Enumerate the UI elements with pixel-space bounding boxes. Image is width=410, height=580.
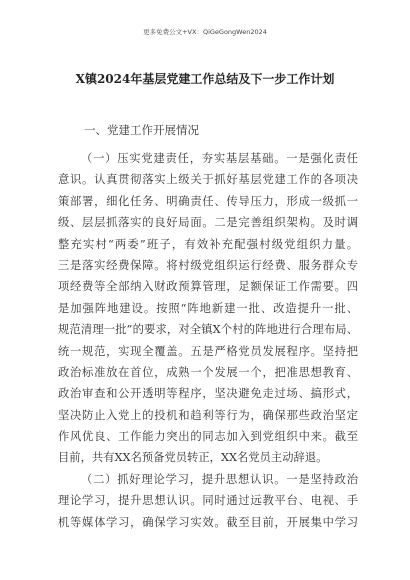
paragraph-line: 坚决防止入党上的投机和趋利等行为，确保那些政治坚定 bbox=[58, 408, 358, 422]
paragraph-line: 是加强阵地建设。按照“阵地新建一批、改造提升一批、 bbox=[58, 301, 358, 315]
paragraph-line: 理论学习，提升思想认识。同时通过远教平台、电视、手 bbox=[58, 494, 358, 508]
paragraph-line: 策部署，细化任务、明确责任、传导压力，形成一级抓一 bbox=[58, 194, 358, 208]
paragraph-line: 政治标准放在首位，成熟一个发展一个，把准思想教育、 bbox=[58, 365, 358, 379]
paragraph-line: 意识。认真贯彻落实上级关于抓好基层党建工作的各项决 bbox=[58, 173, 358, 187]
paragraph-line: 目前，共有XX名预备党员转正，XX名党员主动辞退。 bbox=[58, 451, 328, 465]
paragraph-line: （一）压实党建责任，夯实基层基础。一是强化责任 bbox=[81, 152, 358, 165]
paragraph-line: 机等媒体学习，确保学习实效。截至目前，开展集中学习 bbox=[58, 515, 358, 529]
paragraph-line: 三是落实经费保障。将村级党组织运行经费、服务群众专 bbox=[58, 258, 358, 272]
paragraph-line: 级、层层抓落实的良好局面。二是完善组织架构。及时调 bbox=[58, 216, 358, 230]
paragraph-line: 政治审查和公开透明等程序，坚决避免走过场、搞形式， bbox=[58, 387, 358, 401]
paragraph-line: 整充实村“两委”班子，有效补充配强村级党组织力量。 bbox=[58, 237, 358, 251]
paragraph-line: 统一规范，实现全覆盖。五是严格党员发展程序。坚持把 bbox=[58, 344, 358, 358]
section-heading: 一、党建工作开展情况 bbox=[84, 123, 199, 137]
paragraph-line: （二）抓好理论学习，提升思想认识。一是坚持政治 bbox=[81, 472, 358, 486]
paragraph-line: 作风优良、工作能力突出的同志加入到党组织中来。截至 bbox=[58, 430, 358, 444]
paragraph-line: 规范清理一批”的要求，对全镇X个村的阵地进行合理布局、 bbox=[58, 323, 358, 337]
header-note: 更多免费公文+VX：QiGeGongWen2024 bbox=[143, 28, 267, 36]
body-text bbox=[58, 148, 358, 533]
document-title: X镇2024年基层党建工作总结及下一步工作计划 bbox=[75, 72, 335, 86]
paragraph-line: 项经费等全部纳入财政预算管理，足额保证工作需要。四 bbox=[58, 280, 358, 294]
